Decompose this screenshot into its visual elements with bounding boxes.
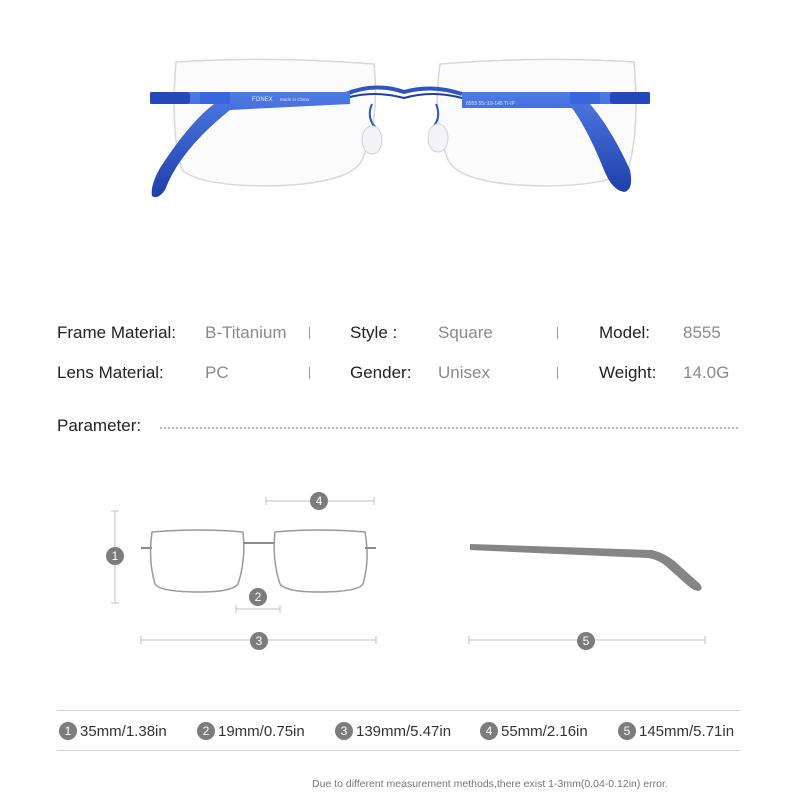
measurement-3	[335, 723, 451, 741]
measurement-value: 19mm/0.75in	[218, 723, 305, 740]
marker-3: 3	[250, 632, 268, 650]
temple-print-right: 8555 55□19-145 TI-IP	[466, 101, 515, 107]
dotted-leader	[160, 427, 738, 429]
measurement-value: 55mm/2.16in	[501, 723, 588, 740]
measurement-number: 2	[197, 722, 215, 740]
divider	[557, 327, 558, 339]
temple-print-left: FONEX	[252, 97, 273, 103]
temple-print-left-small: Made in China	[280, 97, 310, 102]
frame-material-value: B-Titanium	[205, 323, 287, 342]
measurement-value: 139mm/5.47in	[356, 723, 452, 740]
marker-2: 2	[249, 588, 267, 606]
divider	[309, 367, 310, 379]
diagram-right-lens	[274, 530, 367, 592]
marker-4: 4	[310, 492, 328, 510]
measurement-number: 1	[59, 722, 77, 740]
weight-value: 14.0G	[683, 363, 730, 382]
lens-material-value: PC	[205, 363, 229, 382]
divider	[557, 367, 558, 379]
divider-top	[57, 710, 740, 711]
marker-5: 5	[577, 632, 595, 650]
model-label: Model:	[599, 323, 651, 342]
diagram-left-lens	[151, 530, 244, 592]
measurement-4	[480, 723, 588, 741]
measurement-number: 5	[618, 722, 636, 740]
measurement-value: 35mm/1.38in	[80, 723, 167, 740]
measurement-5	[618, 723, 734, 741]
parameter-label: Parameter:	[57, 416, 142, 435]
measurement-1	[59, 723, 167, 741]
marker-1: 1	[106, 547, 124, 565]
measurement-2	[197, 723, 305, 741]
gender-label: Gender:	[350, 363, 412, 382]
gender-value: Unisex	[438, 363, 490, 382]
divider	[309, 327, 310, 339]
model-value: 8555	[683, 323, 721, 342]
diagram-temple	[470, 544, 702, 591]
error-note: Due to different measurement methods,there exist 1-3mm(0.04-0.12in) error.	[312, 778, 668, 790]
weight-label: Weight:	[599, 363, 657, 382]
lens-material-label: Lens Material:	[57, 363, 164, 382]
style-value: Square	[438, 323, 493, 342]
front-view-diagram	[100, 485, 400, 655]
measurement-value: 145mm/5.71in	[639, 723, 735, 740]
measurement-number: 4	[480, 722, 498, 740]
style-label: Style :	[350, 323, 398, 342]
divider-bottom	[57, 750, 740, 751]
glasses-product-image	[0, 40, 800, 220]
frame-material-label: Frame Material:	[57, 323, 177, 342]
measurement-number: 3	[335, 722, 353, 740]
